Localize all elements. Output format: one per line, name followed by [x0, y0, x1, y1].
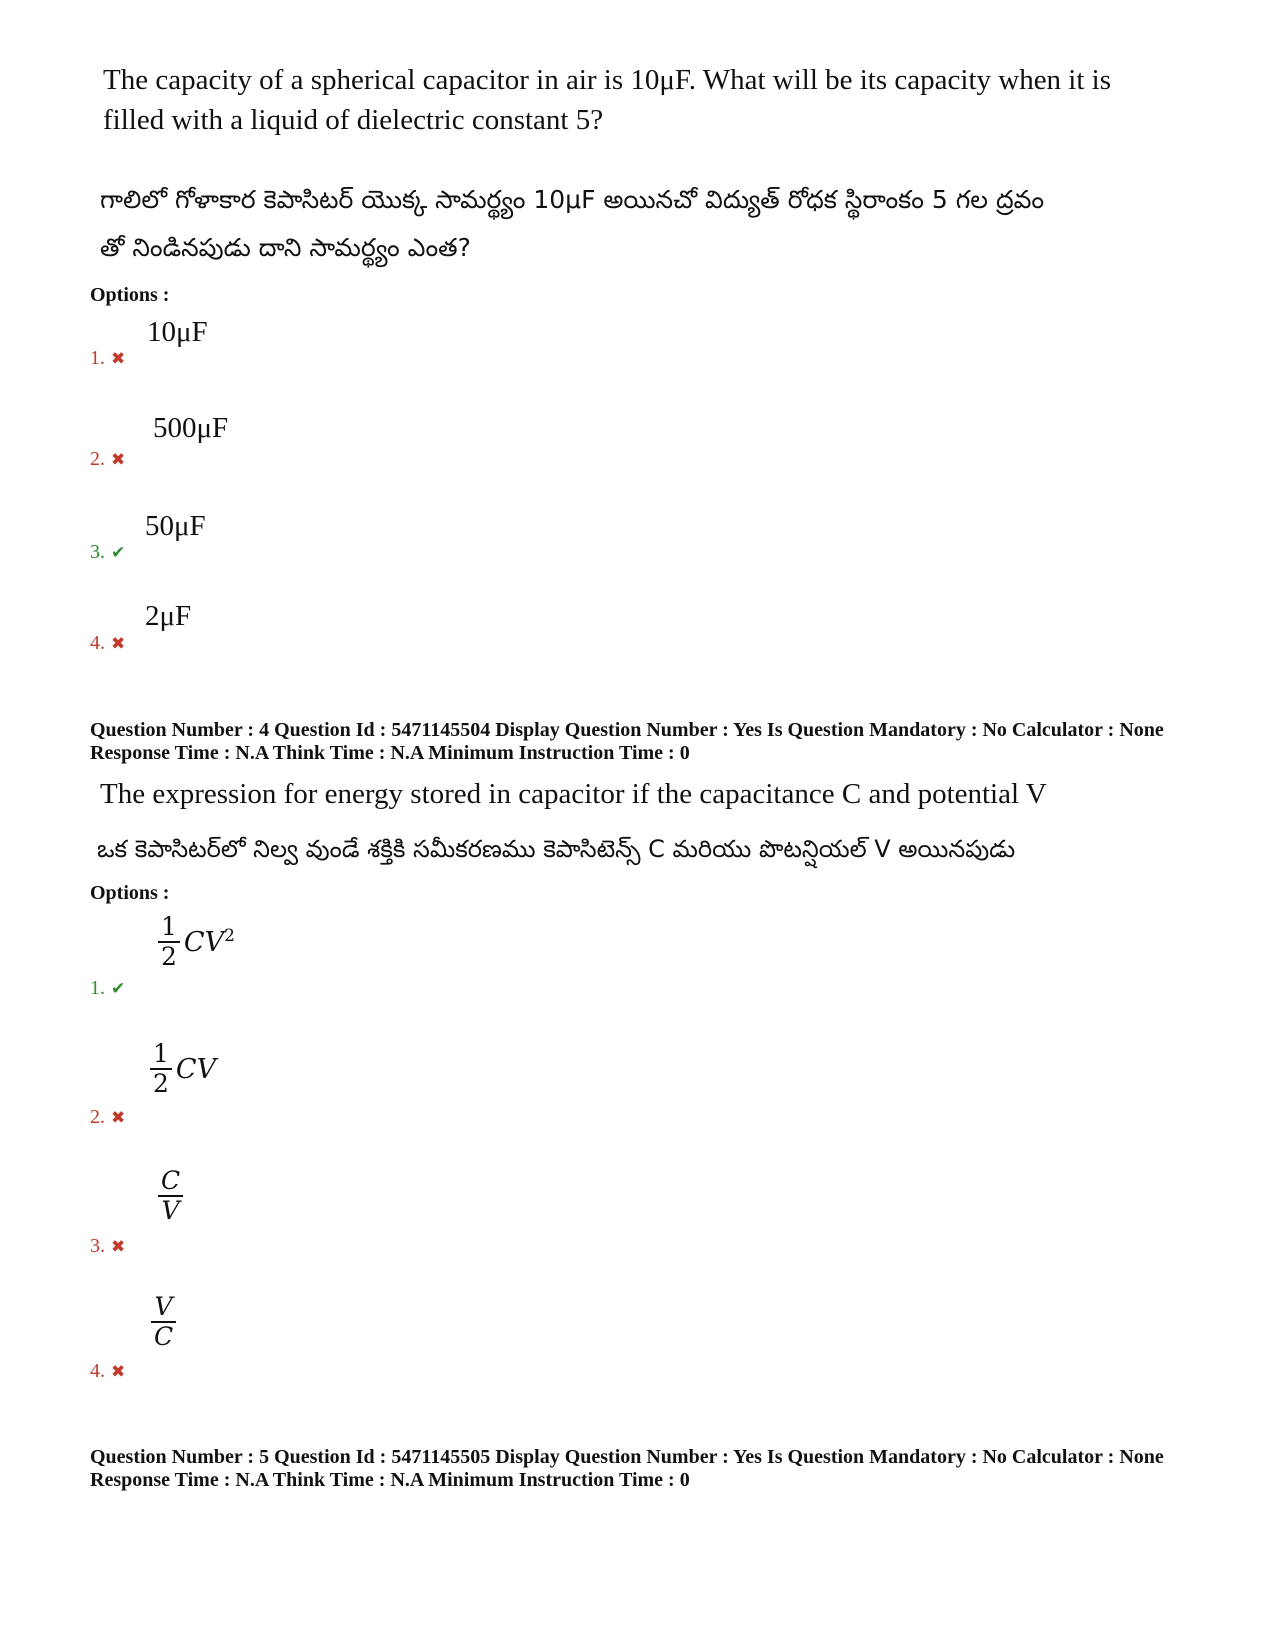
cross-icon: ✖	[111, 449, 126, 469]
options-label: Options :	[90, 882, 170, 904]
cross-icon: ✖	[111, 1361, 126, 1381]
question-4-text: The expression for energy stored in capacitor if the capacitance C and potential V	[100, 778, 1047, 810]
q3-option-3-number	[90, 541, 125, 564]
q4-option-4-number	[90, 1360, 125, 1383]
cross-icon: ✖	[111, 633, 126, 653]
question-3-telugu-line2: తో నిండినపుడు దాని సామర్థ్యం ఎంత?	[100, 233, 471, 262]
q4-option-1-number	[90, 977, 125, 1000]
q4-option-2-number	[90, 1106, 125, 1129]
formula-term: CV	[175, 1053, 217, 1085]
formula-term	[184, 926, 235, 958]
fraction-numerator: V	[154, 1292, 173, 1321]
fraction-numerator: C	[161, 1166, 181, 1195]
exponent: 2	[224, 926, 235, 946]
q3-option-2-number	[90, 448, 125, 471]
options-label: Options :	[90, 284, 170, 306]
option-number: 3.	[90, 1235, 105, 1257]
fraction-numerator: 1	[161, 912, 177, 941]
question-4-meta: Question Number : 4 Question Id : 5471145504 Display Question Number : Yes Is Question Mandatory : No Calculator : None Response Time : N.A Think Time : N.A Minimum Instruction Time : 0	[90, 719, 1164, 764]
check-icon: ✔	[111, 978, 126, 998]
cross-icon: ✖	[111, 348, 126, 368]
option-number: 1.	[90, 347, 105, 369]
q4-option-4-formula	[151, 1293, 176, 1351]
option-number: 4.	[90, 1360, 105, 1382]
question-5-meta: Question Number : 5 Question Id : 5471145505 Display Question Number : Yes Is Question Mandatory : No Calculator : None Response Time : N.A Think Time : N.A Minimum Instruction Time : 0	[90, 1446, 1164, 1491]
option-number: 4.	[90, 632, 105, 654]
q3-option-1-number	[90, 347, 125, 370]
option-number: 3.	[90, 541, 105, 563]
q3-option-3-value: 50μF	[145, 510, 206, 542]
q4-option-2-formula	[150, 1040, 216, 1098]
option-number: 1.	[90, 977, 105, 999]
q3-option-4-number	[90, 632, 125, 655]
fraction-numerator: 1	[153, 1039, 169, 1068]
fraction-denominator: 2	[161, 942, 177, 971]
formula-term-text: CV	[183, 927, 225, 958]
check-icon: ✔	[111, 542, 126, 562]
fraction-denominator: 2	[153, 1069, 169, 1098]
question-3-telugu-line1: గాలిలో గోళాకార కెపాసిటర్ యొక్క సామర్థ్యం 10μF అయినచో విద్యుత్ రోధక స్థిరాంకం 5 గల ద్రవం	[100, 185, 1045, 214]
fraction-denominator: V	[161, 1196, 180, 1225]
fraction-denominator: C	[154, 1322, 174, 1351]
q4-option-1-formula	[158, 913, 235, 971]
option-number: 2.	[90, 1106, 105, 1128]
question-4-telugu: ఒక కెపాసిటర్‌లో నిల్వ వుండే శక్తికి సమీకరణము కెపాసిటెన్స్ C మరియు పొటన్షియల్ V అయినపుడు	[97, 835, 1016, 863]
q4-option-3-number	[90, 1235, 125, 1258]
q4-option-3-formula	[158, 1167, 183, 1225]
q3-option-1-value: 10μF	[147, 316, 208, 348]
q3-option-4-value: 2μF	[145, 600, 192, 632]
option-number: 2.	[90, 448, 105, 470]
cross-icon: ✖	[111, 1107, 126, 1127]
question-3-text: The capacity of a spherical capacitor in air is 10μF. What will be its capacity when it is filled with a liquid of dielectric constant 5?	[103, 64, 1112, 136]
cross-icon: ✖	[111, 1236, 126, 1256]
q3-option-2-value: 500μF	[153, 412, 229, 444]
